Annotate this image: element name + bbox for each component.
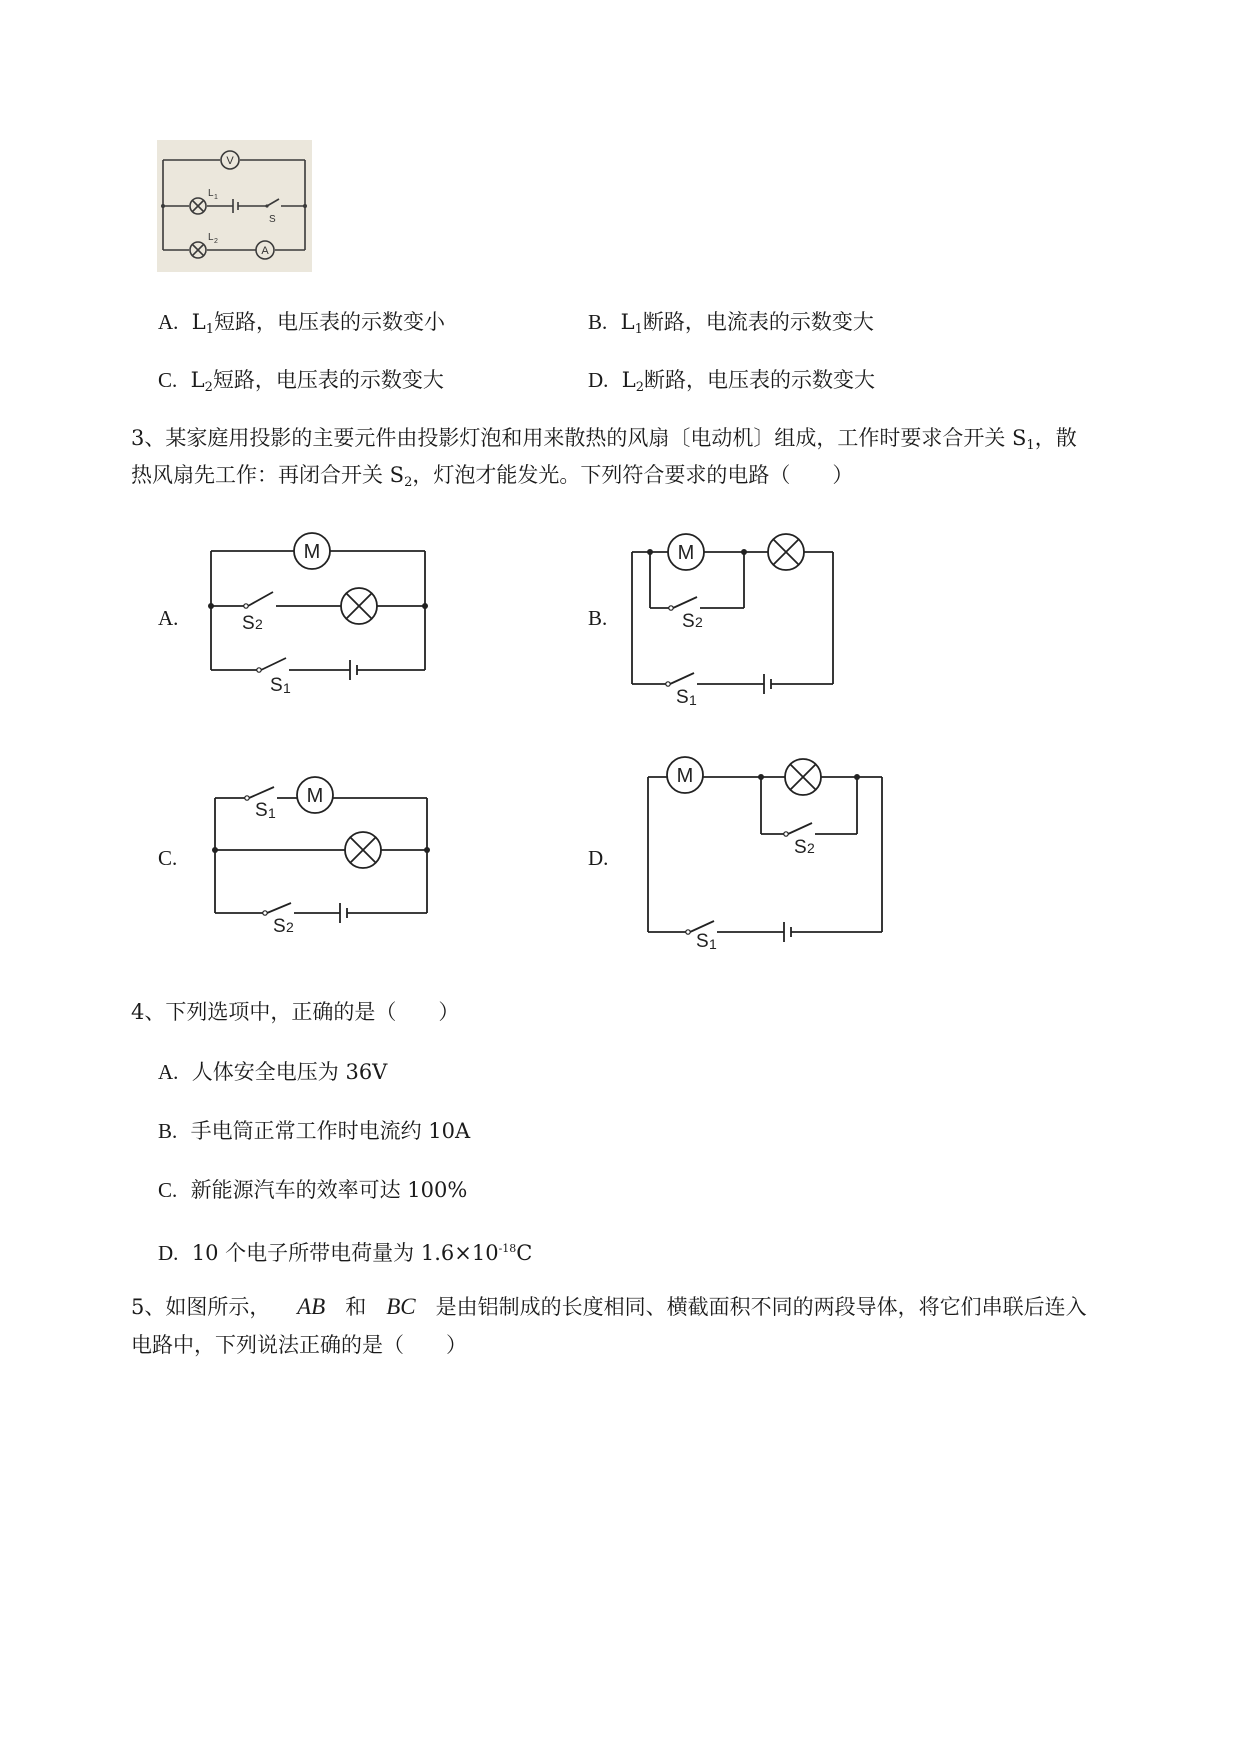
q2-option-c: C. $L_2$短路，电压表的示数变大 bbox=[158, 368, 444, 395]
s1-sub: 1 bbox=[689, 692, 697, 708]
q3-stem-line1: 3、某家庭用投影的主要元件由投影灯泡和用来散热的风扇〔电动机〕组成，工作时要求合开关 $S_1$，散 bbox=[131, 426, 1077, 453]
s1-label: S bbox=[676, 687, 689, 708]
q3-circuit-b-label: B. bbox=[588, 606, 608, 630]
lamp2-label: L bbox=[208, 232, 214, 243]
q3-circuit-c bbox=[205, 770, 445, 945]
q3-circuit-c-label: C. bbox=[158, 846, 178, 870]
s2-sub: 2 bbox=[286, 919, 294, 935]
q3-circuit-a-label: A. bbox=[158, 606, 179, 630]
q3-circuit-b bbox=[620, 525, 850, 710]
q3-circuit-a bbox=[200, 525, 440, 700]
ammeter-label: A bbox=[261, 245, 269, 257]
q4-option-c: C. 新能源汽车的效率可达 100% bbox=[158, 1178, 468, 1202]
q5-stem-line1: 5、如图所示， AB 和 BC 是由铝制成的长度相同、横截面积不同的两段导体，将它们串联后连入 bbox=[131, 1294, 1087, 1319]
q2-circuit-figure bbox=[157, 140, 312, 272]
motor-label: M bbox=[677, 542, 695, 564]
s2-label: S bbox=[273, 916, 286, 937]
q4-option-b: B. 手电筒正常工作时电流约 10A bbox=[158, 1119, 471, 1143]
s1-label: S bbox=[696, 931, 709, 952]
lamp2-sub: 2 bbox=[214, 238, 218, 245]
s2-sub: 2 bbox=[807, 840, 815, 856]
q2-option-b: B. $L_1$断路，电流表的示数变大 bbox=[588, 310, 874, 337]
q4-option-d: D. 10 个电子所带电荷量为 $1.6\times 10^{-18}C$ bbox=[158, 1241, 533, 1265]
lamp1-sub: 1 bbox=[214, 194, 218, 201]
q4-stem: 4、下列选项中，正确的是（ ） bbox=[131, 1000, 460, 1024]
motor-label: M bbox=[303, 541, 321, 563]
q4-option-a: A. 人体安全电压为 36V bbox=[158, 1060, 388, 1084]
q2-option-d: D. $L_2$断路，电压表的示数变大 bbox=[588, 368, 876, 395]
q5-stem-line2: 电路中，下列说法正确的是（ ） bbox=[131, 1333, 467, 1357]
s1-label: S bbox=[255, 800, 268, 821]
switch-label: S bbox=[269, 214, 276, 225]
s1-sub: 1 bbox=[283, 680, 291, 696]
motor-label: M bbox=[306, 785, 324, 807]
lamp1-label: L bbox=[208, 188, 214, 199]
s1-sub: 1 bbox=[709, 936, 717, 952]
s2-sub: 2 bbox=[255, 616, 263, 632]
s1-sub: 1 bbox=[268, 805, 276, 821]
q2-option-a: A. $L_1$短路，电压表的示数变小 bbox=[158, 310, 446, 337]
segment-bc: BC bbox=[386, 1294, 416, 1319]
s2-label: S bbox=[682, 611, 695, 632]
q3-stem-line2: 热风扇先工作：再闭合开关 $S_2$，灯泡才能发光。下列符合要求的电路（ ） bbox=[131, 463, 854, 490]
motor-label: M bbox=[676, 765, 694, 787]
s1-label: S bbox=[270, 675, 283, 696]
voltmeter-label: V bbox=[226, 155, 234, 167]
segment-ab: AB bbox=[297, 1294, 326, 1319]
s2-label: S bbox=[794, 837, 807, 858]
s2-label: S bbox=[242, 613, 255, 634]
q3-circuit-d-label: D. bbox=[588, 846, 609, 870]
s2-sub: 2 bbox=[695, 614, 703, 630]
q3-circuit-d bbox=[630, 745, 900, 955]
